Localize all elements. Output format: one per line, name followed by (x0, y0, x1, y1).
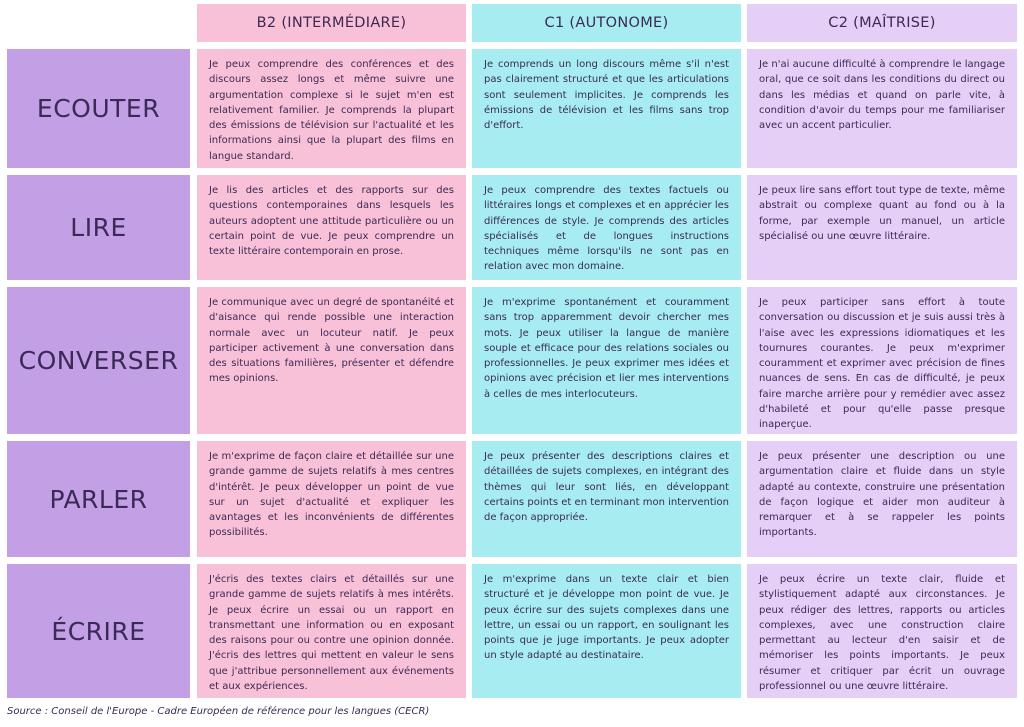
row-label-parler: PARLER (7, 441, 190, 557)
row-label-lire: LIRE (7, 175, 190, 280)
row-label-ecrire: ÉCRIRE (7, 564, 190, 698)
cell-converser-c1: Je m'exprime spontanément et couramment sans trop apparemment devoir chercher mes mots. Je peux utiliser la langue de manière souple et efficace pour des relations sociales ou professionnelles. Je peux exprimer mes idées et opinions avec précision et lier mes interventions à celles de mes interlocuteurs. (472, 287, 741, 434)
row-label-ecouter: ECOUTER (7, 49, 190, 168)
cell-lire-b2: Je lis des articles et des rapports sur des questions contemporaines dans lesquels les auteurs adoptent une attitude particulière ou un certain point de vue. Je peux comprendre un texte littéraire contemporain en prose. (197, 175, 466, 280)
cell-converser-b2: Je communique avec un degré de spontanéité et d'aisance qui rende possible une interaction normale avec un locuteur natif. Je peux participer activement à une conversation dans des situations familières, présenter et défendre mes opinions. (197, 287, 466, 434)
header-b2: B2 (INTERMÉDIARE) (197, 4, 466, 42)
row-label-converser: CONVERSER (7, 287, 190, 434)
cell-converser-c2: Je peux participer sans effort à toute conversation ou discussion et je suis aussi très à l'aise avec les expressions idiomatiques et les tournures courantes. Je peux m'exprimer couramment et exprimer avec précision de fines nuances de sens. En cas de difficulté, je peux faire marche arrière pour y remédier avec assez d'habileté et pour qu'elle passe presque inaperçue. (747, 287, 1017, 434)
cell-ecouter-c1: Je comprends un long discours même s'il n'est pas clairement structuré et que les articulations sont seulement implicites. Je comprends les émissions de télévision et les films sans trop d'effort. (472, 49, 741, 168)
cell-parler-c1: Je peux présenter des descriptions claires et détaillées de sujets complexes, en intégrant des thèmes qui leur sont liés, en développant certains points et en terminant mon intervention de façon appropriée. (472, 441, 741, 557)
cell-ecouter-b2: Je peux comprendre des conférences et des discours assez longs et même suivre une argumentation complexe si le sujet m'en est relativement familier. Je comprends la plupart des émissions de télévision sur l'actualité et les informations ainsi que la plupart des films en langue standard. (197, 49, 466, 168)
source-note: Source : Conseil de l'Europe - Cadre Européen de référence pour les langues (CECR) (7, 706, 430, 717)
cell-lire-c2: Je peux lire sans effort tout type de texte, même abstrait ou complexe quant au fond ou à la forme, par exemple un manuel, un article spécialisé ou une œuvre littéraire. (747, 175, 1017, 280)
cell-ecouter-c2: Je n'ai aucune difficulté à comprendre le langage oral, que ce soit dans les conditions du direct ou dans les médias et quand on parle vite, à condition d'avoir du temps pour me familiariser avec un accent particulier. (747, 49, 1017, 168)
cell-ecrire-c2: Je peux écrire un texte clair, fluide et stylistiquement adapté aux circonstances. Je peux rédiger des lettres, rapports ou articles complexes, avec une construction claire permettant au lecteur d'en saisir et de mémoriser les points importants. Je peux résumer et critiquer par écrit un ouvrage professionnel ou une œuvre littéraire. (747, 564, 1017, 698)
cell-ecrire-c1: Je m'exprime dans un texte clair et bien structuré et je développe mon point de vue. Je peux écrire sur des sujets complexes dans une lettre, un essai ou un rapport, en soulignant les points que je juge importants. Je peux adopter un style adapté au destinataire. (472, 564, 741, 698)
cell-lire-c1: Je peux comprendre des textes factuels ou littéraires longs et complexes et en apprécier les différences de style. Je comprends des articles spécialisés et de longues instructions techniques même lorsqu'ils ne sont pas en relation avec mon domaine. (472, 175, 741, 280)
cell-parler-c2: Je peux présenter une description ou une argumentation claire et fluide dans un style adapté au contexte, construire une présentation de façon logique et aider mon auditeur à remarquer et à se rappeler les points importants. (747, 441, 1017, 557)
cell-ecrire-b2: J'écris des textes clairs et détaillés sur une grande gamme de sujets relatifs à mes intérêts. Je peux écrire un essai ou un rapport en transmettant une information ou en exposant des raisons pour ou contre une opinion donnée. J'écris des lettres qui mettent en valeur le sens que j'attribue personnellement aux événements et aux expériences. (197, 564, 466, 698)
header-c1: C1 (AUTONOME) (472, 4, 741, 42)
cell-parler-b2: Je m'exprime de façon claire et détaillée sur une grande gamme de sujets relatifs à mes centres d'intérêt. Je peux développer un point de vue sur un sujet d'actualité et expliquer les avantages et les inconvénients de différentes possibilités. (197, 441, 466, 557)
header-c2: C2 (MAÎTRISE) (747, 4, 1017, 42)
